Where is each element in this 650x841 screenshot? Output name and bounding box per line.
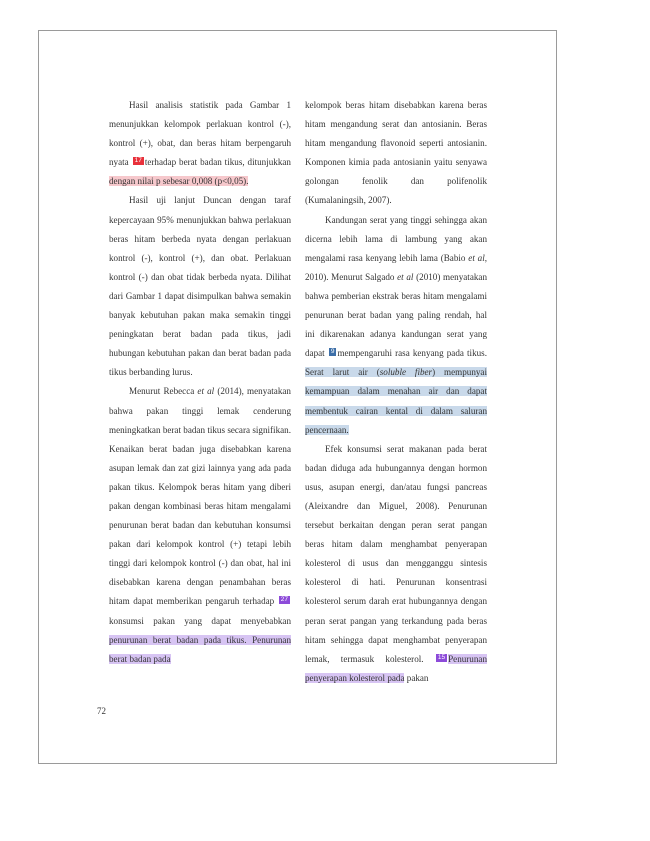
et-al-italic: et al xyxy=(468,252,485,263)
et-al-italic: et al xyxy=(397,271,414,282)
annotation-marker[interactable]: 15 xyxy=(437,653,446,661)
highlighted-text[interactable]: Penurunan penyerapan kolesterol pada xyxy=(305,653,487,683)
paragraph-text: (2010) menyatakan bahwa pemberian ekstrak beras hitam mengalami penurunan berat badan yang paling rendah, hal ini dikarenakan adanya kandungan serat yang dapat xyxy=(305,271,487,359)
paragraph-text: terhadap berat badan tikus, ditunjukkan xyxy=(144,157,291,168)
paragraph-text: (2014), menyatakan bahwa pakan tinggi lemak cenderung meningkatkan berat badan tikus secara signifikan. Kenaikan berat badan juga disebabkan karena asupan lemak dan zat gizi lainnya yang ada pada pakan tikus. Kelompok beras hitam yang diberi pakan dengan kombinasi beras hitam mengalami penurunan berat badan dan kebutuhan konsumsi pakan dari kelompok kontrol (+) tetapi lebih tinggi dari kelompok kontrol (-) dan obat, hal ini disebabkan karena dengan penambahan beras hitam dapat memberikan pengaruh terhadap xyxy=(109,386,291,607)
paragraph-statistical-analysis xyxy=(109,96,291,191)
paragraph-continuation: kelompok beras hitam disebabkan karena beras hitam mengandung serat dan antosianin. Beras hitam mengandung flavonoid seperti antosianin. Komponen kimia pada antosianin yaitu senyawa golongan fenolik dan polifenolik (Kumalaningsih, 2007). xyxy=(305,100,487,206)
paragraph-text: pakan xyxy=(406,672,429,683)
left-column xyxy=(109,96,291,669)
highlighted-text-part: Serat larut air ( xyxy=(305,367,380,378)
paragraph-text: Kandungan serat yang tinggi sehingga akan dicerna lebih lama di lambung yang akan mengalami rasa kenyang lebih lama (Babio xyxy=(305,214,487,263)
page-number: 72 xyxy=(97,706,106,716)
paragraph-text: Efek konsumsi serat makanan pada berat badan diduga ada hubungannya dengan hormon usus, asupan energi, dan/atau fungsi pancreas (Aleixandre dan Miguel, 2008). Penurunan tersebut berkaitan dengan peran serat pangan beras hitam dalam menghambat penyerapan kolesterol di usus dan mengganggu sintesis kolesterol di hati. Penurunan konsentrasi kolesterol serum darah erat hubungannya dengan peran serat pangan yang terkandung pada beras hitam sehingga dapat menghambat penyerapan lemak, termasuk kolesterol. xyxy=(305,443,487,664)
annotation-marker[interactable]: 27 xyxy=(280,596,288,604)
highlighted-text[interactable]: dengan nilai p sebesar 0,008 (p<0,05). xyxy=(109,176,249,187)
annotation-marker[interactable]: 17 xyxy=(134,157,142,165)
paragraph-fiber-content xyxy=(305,211,487,440)
paragraph-text: Menurut Rebecca xyxy=(129,386,195,397)
soluble-fiber-italic: soluble fiber xyxy=(379,367,433,378)
et-al-italic: et al xyxy=(197,386,215,397)
paragraph-text: , 2010). Menurut Salgado xyxy=(305,252,487,282)
highlighted-text[interactable] xyxy=(305,367,487,434)
highlighted-text-part: ) mempunyai kemampuan dalam menahan air dan dapat membentuk cairan kental di dalam saluran pencernaan. xyxy=(305,367,487,435)
paragraph-text: mempengaruhi rasa kenyang pada tikus. xyxy=(337,348,487,359)
paragraph-text: konsumsi pakan yang dapat menyebabkan xyxy=(109,615,291,626)
paragraph-rebecca xyxy=(109,382,291,668)
paragraph-duncan-test: Hasil uji lanjut Duncan dengan taraf kepercayaan 95% menunjukkan bahwa perlakuan beras hitam berbeda nyata dengan perlakuan kontrol (-), kontrol (+), dan obat. Perlakuan kontrol (-) dan obat tidak berbeda nyata. Dilihat dari Gambar 1 dapat disimpulkan bahwa semakin banyak kebutuhan pakan maka semakin tinggi peningkatan berat badan pada tikus, jadi hubungan kebutuhan pakan dan berat badan pada tikus berbanding lurus. xyxy=(109,195,291,378)
paragraph-text: Hasil analisis statistik pada Gambar 1 menunjukkan kelompok perlakuan kontrol (-), kontrol (+), obat, dan beras hitam berpengaruh nyata xyxy=(109,100,291,168)
right-column xyxy=(305,96,487,688)
highlighted-text[interactable]: penurunan berat badan pada tikus. Penurunan berat badan pada xyxy=(109,634,291,664)
paragraph-fiber-effect xyxy=(305,440,487,688)
annotation-marker[interactable]: 9 xyxy=(330,348,335,356)
